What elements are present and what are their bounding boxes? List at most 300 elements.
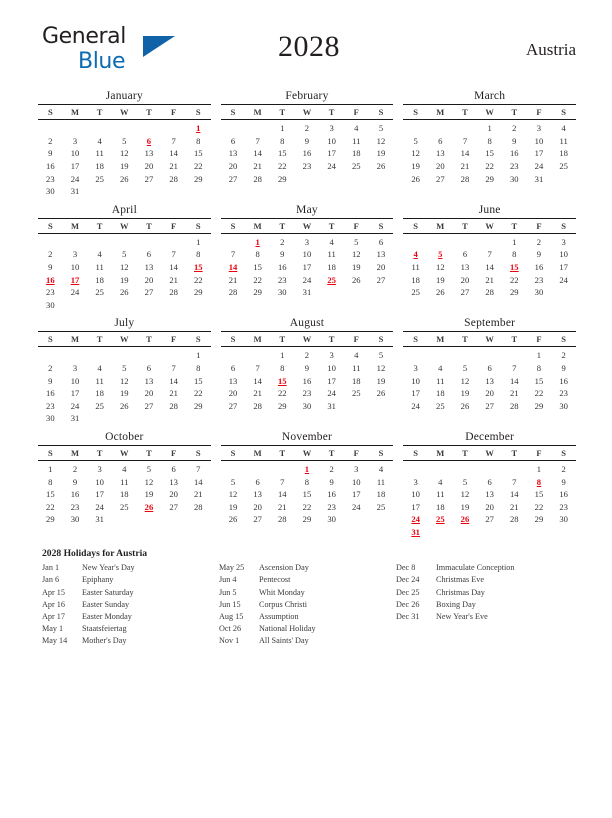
day-cell[interactable]: 17 bbox=[327, 148, 336, 159]
day-cell[interactable]: 21 bbox=[278, 501, 287, 512]
day-cell[interactable]: 5 bbox=[413, 135, 418, 146]
day-cell[interactable]: 11 bbox=[327, 249, 336, 260]
day-cell[interactable]: 23 bbox=[559, 501, 568, 512]
day-cell[interactable]: 11 bbox=[95, 262, 104, 273]
day-cell[interactable]: 3 bbox=[413, 363, 418, 374]
day-cell[interactable]: 5 bbox=[462, 476, 468, 487]
day-cell[interactable]: 25 bbox=[95, 173, 104, 184]
day-cell[interactable]: 28 bbox=[228, 287, 238, 298]
day-cell[interactable]: 16 bbox=[302, 375, 312, 386]
day-cell[interactable]: 30 bbox=[46, 413, 55, 424]
day-cell[interactable]: 7 bbox=[171, 363, 176, 374]
day-cell[interactable]: 8 bbox=[512, 249, 517, 260]
day-cell[interactable]: 7 bbox=[512, 476, 517, 487]
day-cell[interactable]: 5 bbox=[122, 363, 127, 374]
day-cell[interactable]: 26 bbox=[120, 287, 129, 298]
day-cell[interactable]: 27 bbox=[376, 274, 386, 285]
day-cell[interactable]: 19 bbox=[460, 501, 470, 512]
day-cell[interactable]: 8 bbox=[536, 363, 542, 374]
day-cell[interactable]: 5 bbox=[146, 463, 152, 474]
day-cell[interactable]: 19 bbox=[120, 161, 129, 172]
day-cell[interactable]: 24 bbox=[411, 400, 420, 411]
day-cell[interactable]: 14 bbox=[169, 148, 178, 159]
day-cell[interactable]: 20 bbox=[253, 501, 262, 512]
day-cell[interactable]: 16 bbox=[302, 148, 312, 159]
day-cell[interactable]: 29 bbox=[302, 514, 312, 525]
day-cell[interactable]: 4 bbox=[354, 350, 359, 361]
day-cell[interactable]: 22 bbox=[194, 161, 203, 172]
day-cell[interactable]: 10 bbox=[70, 148, 80, 159]
day-cell[interactable]: 15 bbox=[302, 489, 312, 500]
day-cell[interactable]: 31 bbox=[327, 400, 336, 411]
day-cell[interactable]: 27 bbox=[460, 287, 470, 298]
day-cell[interactable]: 16 bbox=[46, 388, 55, 399]
day-cell[interactable]: 26 bbox=[351, 274, 361, 285]
day-cell[interactable]: 30 bbox=[70, 514, 80, 525]
day-cell[interactable]: 2 bbox=[329, 463, 334, 474]
day-cell[interactable]: 3 bbox=[354, 463, 359, 474]
day-cell[interactable]: 10 bbox=[411, 375, 420, 386]
day-cell[interactable]: 16 bbox=[559, 375, 568, 386]
day-cell[interactable]: 4 bbox=[561, 123, 566, 134]
day-cell[interactable]: 8 bbox=[48, 476, 53, 487]
day-cell[interactable]: 9 bbox=[48, 262, 53, 273]
day-cell[interactable]: 13 bbox=[485, 375, 494, 386]
day-cell[interactable]: 23 bbox=[302, 388, 312, 399]
day-cell[interactable]: 25 bbox=[559, 161, 568, 172]
day-cell[interactable]: 20 bbox=[169, 489, 178, 500]
day-cell[interactable]: 15 bbox=[534, 489, 544, 500]
day-cell[interactable]: 26 bbox=[120, 400, 129, 411]
day-cell[interactable]: 25 bbox=[411, 287, 420, 298]
day-cell[interactable]: 24 bbox=[70, 173, 80, 184]
day-cell[interactable]: 21 bbox=[253, 161, 262, 172]
day-cell[interactable]: 18 bbox=[351, 375, 361, 386]
day-cell[interactable]: 9 bbox=[561, 476, 566, 487]
day-cell[interactable]: 2 bbox=[48, 135, 53, 146]
day-cell[interactable]: 5 bbox=[122, 249, 127, 260]
day-cell[interactable]: 26 bbox=[460, 400, 470, 411]
day-cell[interactable]: 31 bbox=[302, 287, 312, 298]
day-cell[interactable]: 13 bbox=[228, 148, 238, 159]
day-cell[interactable]: 27 bbox=[144, 173, 154, 184]
day-cell[interactable]: 17 bbox=[70, 388, 80, 399]
day-cell[interactable]: 2 bbox=[304, 350, 310, 361]
day-cell[interactable]: 6 bbox=[255, 476, 260, 487]
day-cell[interactable]: 20 bbox=[144, 274, 154, 285]
day-cell-holiday[interactable]: 25 bbox=[436, 514, 445, 525]
day-cell[interactable]: 13 bbox=[228, 375, 238, 386]
day-cell[interactable]: 25 bbox=[95, 287, 104, 298]
day-cell[interactable]: 15 bbox=[534, 375, 544, 386]
day-cell[interactable]: 28 bbox=[278, 514, 287, 525]
day-cell-holiday[interactable]: 25 bbox=[327, 274, 336, 285]
day-cell[interactable]: 28 bbox=[253, 173, 262, 184]
day-cell[interactable]: 29 bbox=[534, 400, 544, 411]
day-cell[interactable]: 7 bbox=[196, 463, 201, 474]
day-cell[interactable]: 1 bbox=[196, 236, 201, 247]
day-cell[interactable]: 22 bbox=[253, 274, 262, 285]
day-cell[interactable]: 8 bbox=[280, 363, 285, 374]
day-cell[interactable]: 16 bbox=[70, 489, 80, 500]
day-cell[interactable]: 4 bbox=[97, 135, 102, 146]
day-cell[interactable]: 18 bbox=[120, 489, 129, 500]
day-cell[interactable]: 11 bbox=[95, 148, 104, 159]
day-cell[interactable]: 2 bbox=[72, 463, 78, 474]
day-cell[interactable]: 12 bbox=[436, 262, 445, 273]
day-cell[interactable]: 13 bbox=[144, 262, 154, 273]
day-cell[interactable]: 14 bbox=[509, 489, 519, 500]
day-cell[interactable]: 7 bbox=[230, 249, 236, 260]
day-cell[interactable]: 11 bbox=[95, 375, 104, 386]
day-cell[interactable]: 8 bbox=[196, 363, 201, 374]
day-cell[interactable]: 26 bbox=[376, 161, 386, 172]
day-cell[interactable]: 15 bbox=[485, 148, 494, 159]
day-cell[interactable]: 17 bbox=[70, 161, 80, 172]
day-cell[interactable]: 13 bbox=[376, 249, 386, 260]
day-cell[interactable]: 7 bbox=[255, 135, 260, 146]
day-cell[interactable]: 17 bbox=[411, 501, 420, 512]
day-cell[interactable]: 4 bbox=[438, 476, 443, 487]
day-cell[interactable]: 12 bbox=[376, 135, 386, 146]
day-cell[interactable]: 29 bbox=[534, 514, 544, 525]
day-cell[interactable]: 29 bbox=[278, 400, 287, 411]
day-cell[interactable]: 22 bbox=[509, 274, 519, 285]
day-cell[interactable]: 31 bbox=[534, 173, 544, 184]
day-cell[interactable]: 30 bbox=[559, 514, 568, 525]
day-cell[interactable]: 24 bbox=[351, 501, 361, 512]
day-cell[interactable]: 25 bbox=[376, 501, 386, 512]
day-cell[interactable]: 3 bbox=[329, 123, 334, 134]
day-cell[interactable]: 12 bbox=[460, 375, 470, 386]
day-cell[interactable]: 21 bbox=[509, 501, 519, 512]
day-cell[interactable]: 16 bbox=[278, 262, 287, 273]
day-cell[interactable]: 11 bbox=[120, 476, 129, 487]
day-cell[interactable]: 29 bbox=[509, 287, 519, 298]
day-cell[interactable]: 10 bbox=[411, 489, 420, 500]
day-cell[interactable]: 10 bbox=[534, 135, 544, 146]
day-cell[interactable]: 10 bbox=[302, 249, 312, 260]
day-cell[interactable]: 2 bbox=[512, 123, 517, 134]
day-cell[interactable]: 11 bbox=[352, 135, 361, 146]
day-cell[interactable]: 6 bbox=[146, 363, 152, 374]
day-cell[interactable]: 14 bbox=[169, 262, 178, 273]
day-cell[interactable]: 12 bbox=[120, 262, 129, 273]
day-cell[interactable]: 6 bbox=[378, 236, 384, 247]
day-cell-holiday[interactable]: 14 bbox=[228, 262, 238, 273]
day-cell[interactable]: 12 bbox=[144, 476, 154, 487]
day-cell[interactable]: 6 bbox=[462, 249, 468, 260]
day-cell[interactable]: 23 bbox=[46, 400, 55, 411]
day-cell[interactable]: 20 bbox=[376, 262, 386, 273]
day-cell[interactable]: 3 bbox=[72, 363, 78, 374]
day-cell[interactable]: 29 bbox=[278, 173, 287, 184]
day-cell[interactable]: 9 bbox=[512, 135, 517, 146]
day-cell[interactable]: 5 bbox=[378, 123, 384, 134]
day-cell[interactable]: 23 bbox=[302, 161, 312, 172]
day-cell[interactable]: 21 bbox=[509, 388, 519, 399]
day-cell[interactable]: 3 bbox=[72, 135, 78, 146]
day-cell[interactable]: 16 bbox=[509, 148, 519, 159]
day-cell[interactable]: 23 bbox=[534, 274, 544, 285]
day-cell[interactable]: 1 bbox=[512, 236, 517, 247]
day-cell[interactable]: 21 bbox=[169, 274, 178, 285]
day-cell[interactable]: 21 bbox=[169, 388, 178, 399]
day-cell[interactable]: 15 bbox=[278, 148, 287, 159]
day-cell[interactable]: 20 bbox=[144, 161, 154, 172]
day-cell[interactable]: 2 bbox=[280, 236, 285, 247]
day-cell[interactable]: 2 bbox=[536, 236, 542, 247]
day-cell[interactable]: 4 bbox=[329, 236, 334, 247]
day-cell[interactable]: 7 bbox=[171, 249, 176, 260]
day-cell[interactable]: 9 bbox=[72, 476, 78, 487]
day-cell[interactable]: 1 bbox=[536, 463, 542, 474]
day-cell[interactable]: 1 bbox=[48, 463, 53, 474]
day-cell[interactable]: 23 bbox=[327, 501, 336, 512]
day-cell[interactable]: 19 bbox=[351, 262, 361, 273]
day-cell[interactable]: 28 bbox=[485, 287, 494, 298]
day-cell[interactable]: 21 bbox=[169, 161, 178, 172]
day-cell[interactable]: 20 bbox=[436, 161, 445, 172]
day-cell[interactable]: 21 bbox=[253, 388, 262, 399]
day-cell-holiday[interactable]: 1 bbox=[255, 236, 260, 247]
day-cell[interactable]: 28 bbox=[253, 400, 262, 411]
day-cell[interactable]: 6 bbox=[230, 135, 236, 146]
day-cell[interactable]: 26 bbox=[120, 173, 129, 184]
day-cell[interactable]: 10 bbox=[95, 476, 104, 487]
day-cell[interactable]: 22 bbox=[46, 501, 55, 512]
day-cell[interactable]: 20 bbox=[485, 388, 494, 399]
day-cell[interactable]: 6 bbox=[230, 363, 236, 374]
day-cell[interactable]: 24 bbox=[327, 161, 336, 172]
day-cell[interactable]: 17 bbox=[302, 262, 312, 273]
day-cell[interactable]: 3 bbox=[536, 123, 542, 134]
day-cell-holiday[interactable]: 15 bbox=[509, 262, 519, 273]
day-cell[interactable]: 24 bbox=[95, 501, 104, 512]
day-cell[interactable]: 20 bbox=[144, 388, 154, 399]
day-cell[interactable]: 4 bbox=[438, 363, 443, 374]
day-cell[interactable]: 24 bbox=[302, 274, 312, 285]
day-cell[interactable]: 15 bbox=[253, 262, 262, 273]
day-cell[interactable]: 12 bbox=[351, 249, 361, 260]
day-cell[interactable]: 17 bbox=[411, 388, 420, 399]
day-cell[interactable]: 29 bbox=[194, 173, 203, 184]
day-cell[interactable]: 27 bbox=[228, 173, 238, 184]
day-cell[interactable]: 27 bbox=[228, 400, 238, 411]
day-cell[interactable]: 30 bbox=[278, 287, 287, 298]
day-cell[interactable]: 2 bbox=[48, 363, 53, 374]
day-cell[interactable]: 18 bbox=[351, 148, 361, 159]
day-cell[interactable]: 17 bbox=[327, 375, 336, 386]
day-cell[interactable]: 19 bbox=[120, 388, 129, 399]
day-cell[interactable]: 2 bbox=[561, 463, 566, 474]
day-cell[interactable]: 22 bbox=[534, 388, 544, 399]
day-cell-holiday[interactable]: 5 bbox=[438, 249, 443, 260]
day-cell[interactable]: 8 bbox=[255, 249, 260, 260]
day-cell[interactable]: 19 bbox=[120, 274, 129, 285]
day-cell[interactable]: 9 bbox=[536, 249, 542, 260]
day-cell[interactable]: 30 bbox=[302, 400, 312, 411]
day-cell[interactable]: 12 bbox=[460, 489, 470, 500]
day-cell[interactable]: 6 bbox=[171, 463, 176, 474]
day-cell[interactable]: 29 bbox=[194, 400, 203, 411]
day-cell[interactable]: 27 bbox=[144, 400, 154, 411]
day-cell[interactable]: 8 bbox=[304, 476, 310, 487]
day-cell-holiday[interactable]: 15 bbox=[278, 375, 287, 386]
day-cell[interactable]: 1 bbox=[280, 350, 285, 361]
day-cell[interactable]: 29 bbox=[253, 287, 262, 298]
day-cell[interactable]: 4 bbox=[122, 463, 127, 474]
day-cell[interactable]: 23 bbox=[46, 287, 55, 298]
day-cell[interactable]: 26 bbox=[376, 388, 386, 399]
day-cell[interactable]: 30 bbox=[559, 400, 568, 411]
day-cell[interactable]: 13 bbox=[169, 476, 178, 487]
day-cell[interactable]: 22 bbox=[278, 161, 287, 172]
day-cell[interactable]: 30 bbox=[46, 299, 55, 310]
day-cell[interactable]: 30 bbox=[46, 186, 55, 197]
day-cell[interactable]: 9 bbox=[329, 476, 334, 487]
day-cell[interactable]: 28 bbox=[169, 400, 178, 411]
day-cell[interactable]: 1 bbox=[280, 123, 285, 134]
day-cell[interactable]: 7 bbox=[462, 135, 468, 146]
day-cell[interactable]: 6 bbox=[438, 135, 443, 146]
day-cell[interactable]: 19 bbox=[228, 501, 238, 512]
day-cell[interactable]: 17 bbox=[534, 148, 544, 159]
day-cell[interactable]: 17 bbox=[559, 262, 568, 273]
day-cell[interactable]: 14 bbox=[194, 476, 203, 487]
day-cell[interactable]: 21 bbox=[228, 274, 238, 285]
day-cell[interactable]: 10 bbox=[327, 135, 336, 146]
day-cell[interactable]: 19 bbox=[376, 375, 386, 386]
day-cell[interactable]: 8 bbox=[196, 249, 201, 260]
day-cell-holiday[interactable]: 26 bbox=[144, 501, 154, 512]
day-cell[interactable]: 10 bbox=[559, 249, 568, 260]
day-cell-holiday[interactable]: 6 bbox=[146, 135, 152, 146]
day-cell[interactable]: 7 bbox=[280, 476, 285, 487]
day-cell[interactable]: 18 bbox=[327, 262, 336, 273]
day-cell[interactable]: 10 bbox=[70, 262, 80, 273]
day-cell[interactable]: 15 bbox=[194, 148, 203, 159]
day-cell[interactable]: 19 bbox=[376, 148, 386, 159]
day-cell[interactable]: 14 bbox=[460, 148, 470, 159]
day-cell[interactable]: 31 bbox=[70, 413, 80, 424]
day-cell[interactable]: 1 bbox=[196, 350, 201, 361]
day-cell[interactable]: 19 bbox=[411, 161, 420, 172]
day-cell[interactable]: 18 bbox=[376, 489, 386, 500]
day-cell[interactable]: 3 bbox=[304, 236, 310, 247]
day-cell[interactable]: 2 bbox=[304, 123, 310, 134]
day-cell[interactable]: 19 bbox=[436, 274, 445, 285]
day-cell[interactable]: 10 bbox=[70, 375, 80, 386]
day-cell[interactable]: 31 bbox=[95, 514, 104, 525]
day-cell[interactable]: 30 bbox=[327, 514, 336, 525]
day-cell[interactable]: 4 bbox=[97, 363, 102, 374]
day-cell[interactable]: 14 bbox=[253, 375, 262, 386]
day-cell[interactable]: 31 bbox=[70, 186, 80, 197]
day-cell[interactable]: 29 bbox=[194, 287, 203, 298]
day-cell-holiday[interactable]: 26 bbox=[460, 514, 470, 525]
day-cell[interactable]: 19 bbox=[144, 489, 154, 500]
day-cell[interactable]: 3 bbox=[329, 350, 334, 361]
day-cell[interactable]: 25 bbox=[120, 501, 129, 512]
day-cell[interactable]: 6 bbox=[487, 363, 492, 374]
day-cell[interactable]: 11 bbox=[352, 363, 361, 374]
day-cell[interactable]: 27 bbox=[169, 501, 178, 512]
day-cell[interactable]: 11 bbox=[411, 262, 420, 273]
day-cell[interactable]: 25 bbox=[95, 400, 104, 411]
day-cell[interactable]: 22 bbox=[278, 388, 287, 399]
day-cell[interactable]: 15 bbox=[194, 375, 203, 386]
day-cell[interactable]: 22 bbox=[485, 161, 494, 172]
day-cell[interactable]: 19 bbox=[460, 388, 470, 399]
day-cell[interactable]: 6 bbox=[487, 476, 492, 487]
day-cell[interactable]: 26 bbox=[411, 173, 420, 184]
day-cell[interactable]: 23 bbox=[509, 161, 519, 172]
day-cell[interactable]: 21 bbox=[460, 161, 470, 172]
day-cell[interactable]: 22 bbox=[194, 274, 203, 285]
day-cell[interactable]: 3 bbox=[561, 236, 566, 247]
day-cell[interactable]: 26 bbox=[436, 287, 445, 298]
day-cell[interactable]: 24 bbox=[70, 287, 80, 298]
day-cell[interactable]: 16 bbox=[46, 161, 55, 172]
day-cell[interactable]: 27 bbox=[144, 287, 154, 298]
day-cell[interactable]: 13 bbox=[144, 148, 154, 159]
day-cell[interactable]: 10 bbox=[327, 363, 336, 374]
day-cell[interactable]: 3 bbox=[413, 476, 418, 487]
day-cell[interactable]: 8 bbox=[280, 135, 285, 146]
day-cell[interactable]: 25 bbox=[436, 400, 445, 411]
day-cell[interactable]: 20 bbox=[228, 388, 238, 399]
day-cell[interactable]: 4 bbox=[97, 249, 102, 260]
day-cell[interactable]: 30 bbox=[509, 173, 519, 184]
day-cell[interactable]: 27 bbox=[485, 514, 494, 525]
day-cell[interactable]: 8 bbox=[196, 135, 201, 146]
day-cell[interactable]: 24 bbox=[70, 400, 80, 411]
day-cell[interactable]: 13 bbox=[436, 148, 445, 159]
day-cell[interactable]: 28 bbox=[194, 501, 203, 512]
day-cell[interactable]: 28 bbox=[509, 400, 519, 411]
day-cell[interactable]: 9 bbox=[48, 148, 53, 159]
day-cell[interactable]: 26 bbox=[228, 514, 238, 525]
day-cell[interactable]: 9 bbox=[304, 135, 310, 146]
day-cell[interactable]: 25 bbox=[351, 388, 361, 399]
day-cell[interactable]: 18 bbox=[436, 388, 445, 399]
day-cell[interactable]: 14 bbox=[278, 489, 287, 500]
day-cell[interactable]: 23 bbox=[278, 274, 287, 285]
day-cell[interactable]: 18 bbox=[559, 148, 568, 159]
day-cell[interactable]: 3 bbox=[97, 463, 102, 474]
day-cell[interactable]: 18 bbox=[411, 274, 420, 285]
day-cell[interactable]: 10 bbox=[351, 476, 361, 487]
day-cell[interactable]: 22 bbox=[194, 388, 203, 399]
day-cell[interactable]: 27 bbox=[436, 173, 445, 184]
day-cell[interactable]: 5 bbox=[378, 350, 384, 361]
day-cell[interactable]: 21 bbox=[485, 274, 494, 285]
day-cell[interactable]: 13 bbox=[144, 375, 154, 386]
day-cell[interactable]: 23 bbox=[559, 388, 568, 399]
day-cell-holiday[interactable]: 16 bbox=[46, 274, 55, 285]
day-cell[interactable]: 14 bbox=[485, 262, 494, 273]
day-cell[interactable]: 27 bbox=[253, 514, 262, 525]
day-cell[interactable]: 16 bbox=[327, 489, 336, 500]
day-cell[interactable]: 20 bbox=[485, 501, 494, 512]
day-cell-holiday[interactable]: 31 bbox=[411, 526, 420, 537]
day-cell[interactable]: 9 bbox=[48, 375, 53, 386]
day-cell[interactable]: 18 bbox=[95, 161, 104, 172]
day-cell[interactable]: 18 bbox=[436, 501, 445, 512]
day-cell[interactable]: 24 bbox=[327, 388, 336, 399]
day-cell[interactable]: 5 bbox=[462, 363, 468, 374]
